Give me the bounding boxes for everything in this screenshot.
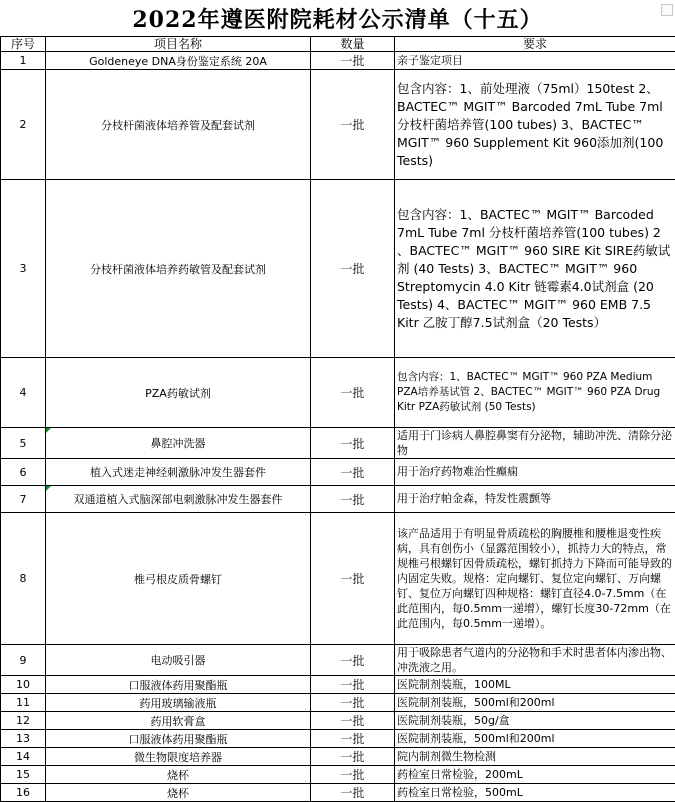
- row-req: 用于吸除患者气道内的分泌物和手术时患者体内渗出物、冲洗液之用。: [395, 645, 675, 676]
- table-row: [1, 694, 675, 712]
- row-qty: 一批: [311, 513, 395, 645]
- row-no: 12: [1, 712, 46, 730]
- row-no: 6: [1, 459, 46, 486]
- row-name: 口服液体药用聚酯瓶: [46, 730, 311, 748]
- row-name: Goldeneye DNA身份鉴定系统 20A: [46, 52, 311, 70]
- row-name: 微生物限度培养器: [46, 748, 311, 766]
- row-name: 鼻腔冲洗器: [46, 428, 311, 459]
- row-req: 医院制剂装瓶，500ml和200ml: [395, 694, 675, 712]
- table-row: [1, 766, 675, 784]
- row-no: 4: [1, 358, 46, 428]
- table-row: [1, 70, 675, 180]
- row-no: 15: [1, 766, 46, 784]
- row-no: 5: [1, 428, 46, 459]
- row-qty: 一批: [311, 784, 395, 802]
- row-no: 7: [1, 486, 46, 513]
- row-req: 医院制剂装瓶，500ml和200ml: [395, 730, 675, 748]
- row-no: 3: [1, 180, 46, 358]
- row-name: 分枝杆菌液体培养管及配套试剂: [46, 70, 311, 180]
- row-req: 医院制剂装瓶，50g/盒: [395, 712, 675, 730]
- table-row: [1, 712, 675, 730]
- row-req: 院内制剂微生物检测: [395, 748, 675, 766]
- row-no: 13: [1, 730, 46, 748]
- row-no: 11: [1, 694, 46, 712]
- table-row: [1, 748, 675, 766]
- row-no: 16: [1, 784, 46, 802]
- table-row: [1, 459, 675, 486]
- table-header-row: [1, 37, 675, 52]
- row-qty: 一批: [311, 486, 395, 513]
- header-req: 要求: [395, 37, 675, 52]
- row-name: PZA药敏试剂: [46, 358, 311, 428]
- table-row: [1, 428, 675, 459]
- row-qty: 一批: [311, 70, 395, 180]
- row-qty: 一批: [311, 766, 395, 784]
- row-name: 烧杯: [46, 766, 311, 784]
- table-row: [1, 486, 675, 513]
- table-row: [1, 513, 675, 645]
- row-no: 1: [1, 52, 46, 70]
- row-name: 植入式迷走神经刺激脉冲发生器套件: [46, 459, 311, 486]
- row-req: 包含内容：1、前处理液（75ml）150test 2、BACTEC™ MGIT™ Barcoded 7mL Tube 7ml 分枝杆菌培养管(100 tubes) 3、BACTEC™ MGIT™ 960 Supplement Kit 960添加剂(100 Tests): [395, 70, 675, 180]
- header-qty: 数量: [311, 37, 395, 52]
- row-req: 医院制剂装瓶，100ML: [395, 676, 675, 694]
- row-req: 亲子鉴定项目: [395, 52, 675, 70]
- row-qty: 一批: [311, 748, 395, 766]
- row-name: 电动吸引器: [46, 645, 311, 676]
- row-name: 分枝杆菌液体培养药敏管及配套试剂: [46, 180, 311, 358]
- row-no: 2: [1, 70, 46, 180]
- row-qty: 一批: [311, 459, 395, 486]
- row-name: 烧杯: [46, 784, 311, 802]
- row-qty: 一批: [311, 52, 395, 70]
- table-row: [1, 52, 675, 70]
- page-title: 2022年遵医附院耗材公示清单（十五）: [0, 0, 675, 36]
- row-name: 口服液体药用聚酯瓶: [46, 676, 311, 694]
- row-name: 药用玻璃输液瓶: [46, 694, 311, 712]
- row-qty: 一批: [311, 676, 395, 694]
- table-row: [1, 358, 675, 428]
- row-name: 双通道植入式脑深部电刺激脉冲发生器套件: [46, 486, 311, 513]
- row-req: 包含内容：1、BACTEC™ MGIT™ 960 PZA Medium PZA培养基试管 2、BACTEC™ MGIT™ 960 PZA Drug Kitr PZA药敏试剂 (50 Tests): [395, 358, 675, 428]
- row-req: 用于治疗帕金森，特发性震颤等: [395, 486, 675, 513]
- row-qty: 一批: [311, 694, 395, 712]
- row-no: 9: [1, 645, 46, 676]
- row-req: 该产品适用于有明显骨质疏松的胸腰椎和腰椎退变性疾病，具有创伤小（显露范围较小），抓持力大的特点，常规椎弓根螺钉因骨质疏松，螺钉抓持力下降而可能导致的内固定失败。规格：定向螺钉、复位定向螺钉、万向螺钉、复位万向螺钉四种规格：螺钉直径4.0-7.5mm（在此范围内，每0.5mm一递增），螺钉长度30-72mm（在此范围内，每0.5mm一递增）。: [395, 513, 675, 645]
- row-req: 药检室日常检验，500mL: [395, 784, 675, 802]
- header-name: 项目名称: [46, 37, 311, 52]
- row-no: 14: [1, 748, 46, 766]
- row-no: 10: [1, 676, 46, 694]
- corner-marker: [661, 4, 673, 16]
- row-req: 用于治疗药物难治性癫痫: [395, 459, 675, 486]
- row-qty: 一批: [311, 712, 395, 730]
- row-req: 包含内容：1、BACTEC™ MGIT™ Barcoded 7mL Tube 7ml 分枝杆菌培养管(100 tubes) 2 、BACTEC™ MGIT™ 960 SIRE Kit SIRE药敏试剂 (40 Tests) 3、BACTEC™ MGIT™ 960 Streptomycin 4.0 Kitr 链霉素4.0试剂盒 (20 Tests) 4、BACTEC™ MGIT™ 960 EMB 7.5 Kitr 乙胺丁醇7.5试剂盒（20 Tests）: [395, 180, 675, 358]
- row-qty: 一批: [311, 645, 395, 676]
- table-row: [1, 180, 675, 358]
- row-qty: 一批: [311, 730, 395, 748]
- row-name: 药用软膏盒: [46, 712, 311, 730]
- row-qty: 一批: [311, 428, 395, 459]
- row-req: 药检室日常检验，200mL: [395, 766, 675, 784]
- table-row: [1, 676, 675, 694]
- row-name: 椎弓根皮质骨螺钉: [46, 513, 311, 645]
- table-row: [1, 645, 675, 676]
- table-row: [1, 730, 675, 748]
- header-no: 序号: [1, 37, 46, 52]
- row-qty: 一批: [311, 180, 395, 358]
- table-row: [1, 784, 675, 802]
- materials-table: [0, 36, 675, 802]
- row-qty: 一批: [311, 358, 395, 428]
- row-req: 适用于门诊病人鼻腔鼻窦有分泌物，辅助冲洗、清除分泌物: [395, 428, 675, 459]
- row-no: 8: [1, 513, 46, 645]
